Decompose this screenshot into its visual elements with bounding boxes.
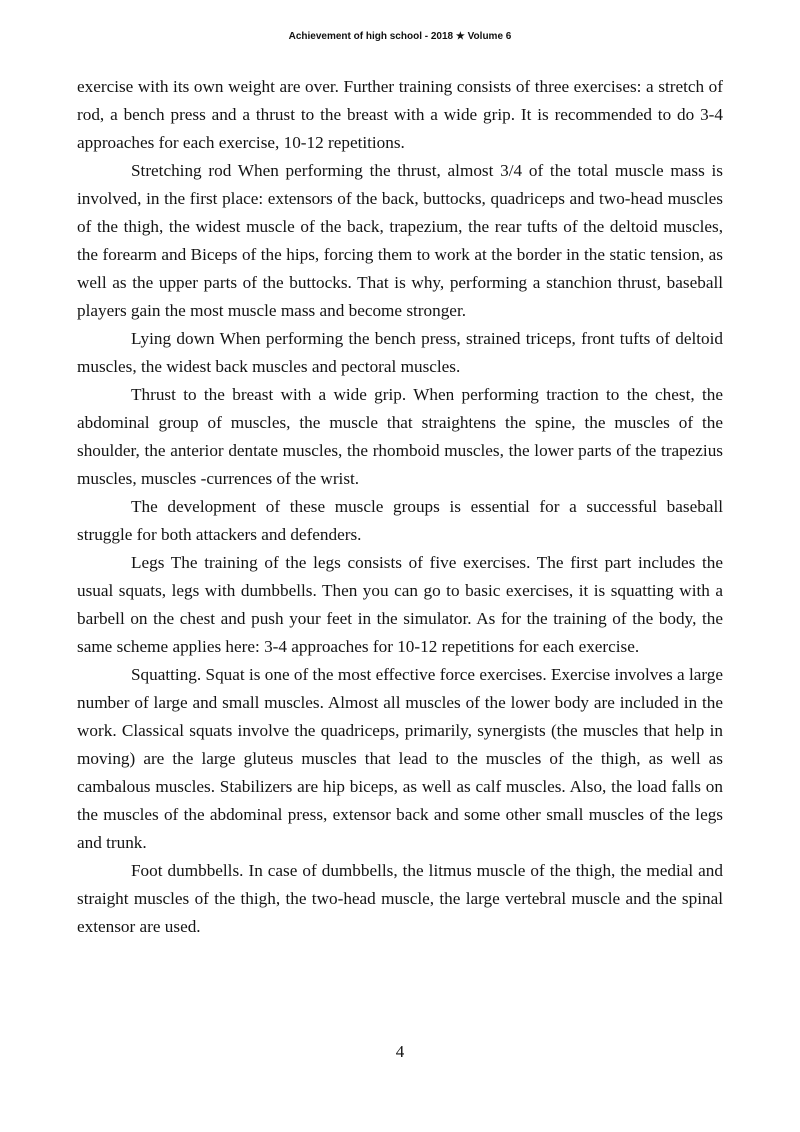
paragraph-legs: Legs The training of the legs consists of five exercises. The first part includes the usual squats, legs with dumbbells. Then you can go to basic exercises, it is squatting with a barbell on the chest and push your feet in the simulator. As for the training of the body, the same scheme applies here: 3-4 approaches for 10-12 repetitions for each exercise.: [77, 553, 723, 656]
paragraph-bench-press: Lying down When performing the bench press, strained triceps, front tufts of deltoid muscles, the widest back muscles and pectoral muscles.: [77, 329, 723, 376]
paragraph-muscle-groups: The development of these muscle groups is essential for a successful baseball struggle for both attackers and defenders.: [77, 497, 723, 544]
running-header: Achievement of high school - 2018 ★ Volume 6: [288, 31, 512, 42]
paragraph-continuation: exercise with its own weight are over. Further training consists of three exercises: a stretch of rod, a bench press and a thrust to the breast with a wide grip. It is recommended to do 3-4 approaches for each exercise, 10-12 repetitions.: [77, 77, 723, 152]
body-text: [77, 73, 723, 941]
paragraph-wide-grip-thrust: Thrust to the breast with a wide grip. When performing traction to the chest, the abdominal group of muscles, the muscle that straightens the spine, the muscles of the shoulder, the anterior dentate muscles, the rhomboid muscles, the lower parts of the trapezius muscles, muscles -currences of the wrist.: [77, 385, 723, 488]
paragraph-foot-dumbbells: Foot dumbbells. In case of dumbbells, the litmus muscle of the thigh, the medial and straight muscles of the thigh, the two-head muscle, the large vertebral muscle and the spinal extensor are used.: [77, 861, 723, 936]
page-number: 4: [395, 1042, 405, 1061]
paragraph-stretching-rod: Stretching rod When performing the thrust, almost 3/4 of the total muscle mass is involved, in the first place: extensors of the back, buttocks, quadriceps and two-head muscles of the thigh, the widest muscle of the back, trapezium, the rear tufts of the deltoid muscles, the forearm and Biceps of the hips, forcing them to work at the border in the static tension, as well as the upper parts of the buttocks. That is why, performing a stanchion thrust, baseball players gain the most muscle mass and become stronger.: [77, 161, 723, 320]
paragraph-squatting: Squatting. Squat is one of the most effective force exercises. Exercise involves a large number of large and small muscles. Almost all muscles of the lower body are included in the work. Classical squats involve the quadriceps, primarily, synergists (the muscles that help in moving) are the large gluteus muscles that lead to the muscles of the thigh, as well as cambalous muscles. Stabilizers are hip biceps, as well as calf muscles. Also, the load falls on the muscles of the abdominal press, extensor back and some other small muscles of the legs and trunk.: [77, 665, 723, 852]
